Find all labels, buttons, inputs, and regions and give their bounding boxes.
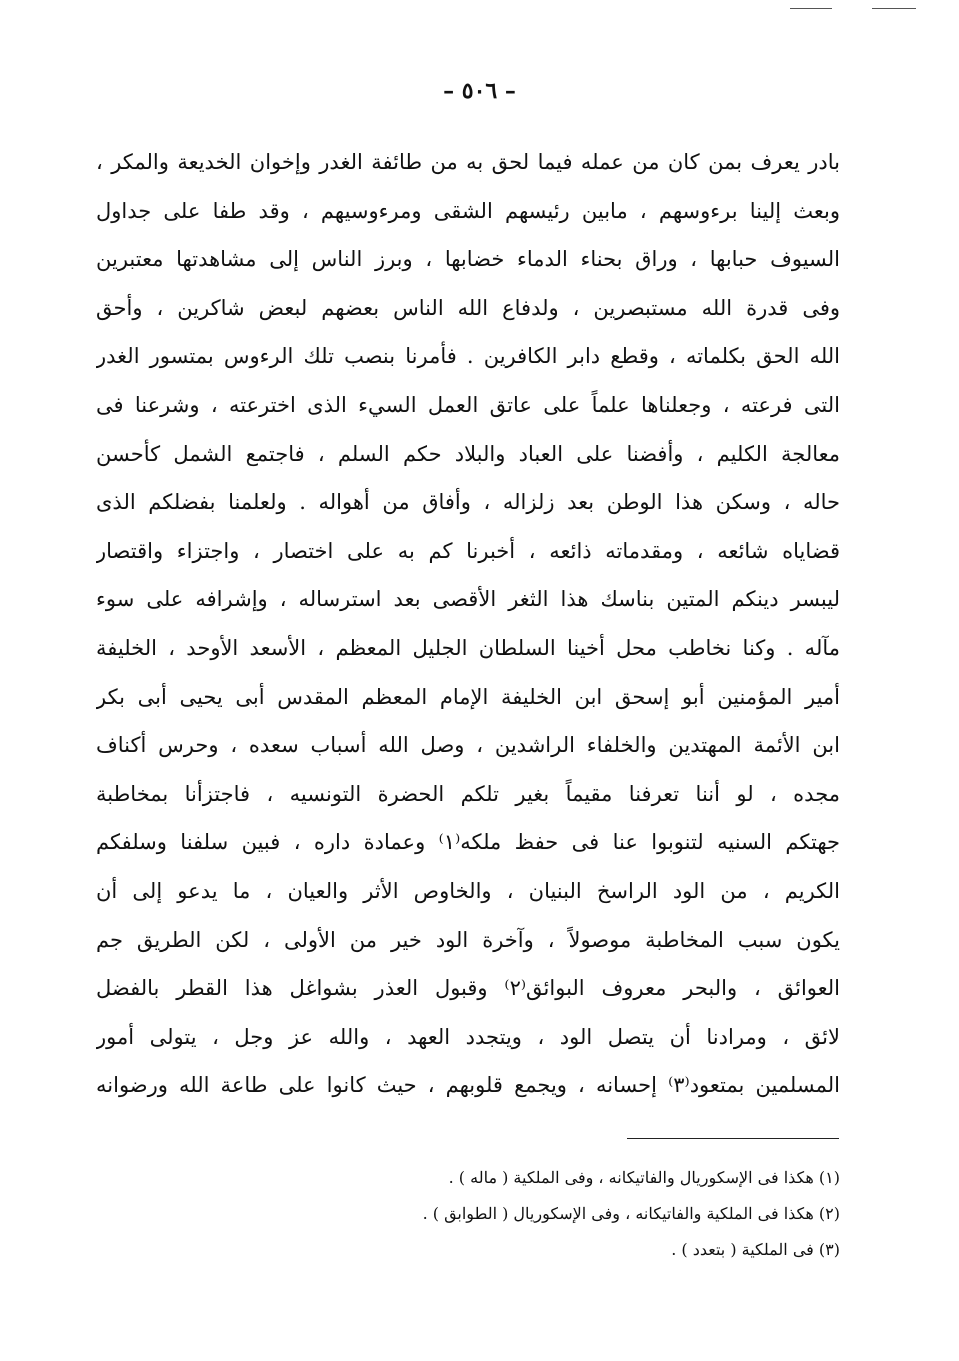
text-line: العوائق ، والبحر معروف البوائق⁽٢⁾ وقبول العذر بشواغل هذا القطر بالفضل: [96, 976, 840, 1001]
text-line: وفى قدرة الله مستبصرين ، ولدفاع الله الناس بعضهم لبعض شاكرين ، وأحق: [96, 295, 840, 320]
footnote: (٢) هكذا فى الملكية والفاتيكانه ، وفى الإسكوريال ( الطوابق ) .: [422, 1204, 840, 1223]
text-line: ليبسر دينكم المتين بناسك هذا الثغر الأقصى بعد استرساله ، وإشرافه على سوء: [96, 587, 840, 612]
text-line: بادر يعرف بمن كان من عمله فيما لحق به من طائفة الغدر وإخوان الخديعة والمكر ،: [96, 150, 840, 174]
footnote-divider: [627, 1138, 839, 1139]
footnote: (١) هكذا فى الإسكوريال والفاتيكانه ، وفى الملكية ( ماله ) .: [448, 1168, 840, 1187]
text-line: الكريم ، من الود الراسخ البنيان ، والخاوص الأثر والعيان ، ما يدعو إلى أن: [96, 878, 840, 903]
text-line: لائق ، ومرادنا أن يتصل الود ، ويتجدد العهد ، والله عز وجل ، يتولى أمور: [96, 1024, 840, 1049]
text-line: مجده ، لو أننا تعرفنا مقيماً بغير تلكم الحضرة التونسيه ، فاجتزأنا بمخاطبة: [96, 781, 840, 806]
top-rule-left: [790, 8, 832, 9]
text-line: معالجة الكليم ، وأفضنا على العباد والبلاد حكم السلم ، فاجتمع الشمل كأحسن: [96, 441, 840, 466]
text-line: قضاياه شائعه ، ومقدماته ذائعه ، أخبرنا كم به على اختصار ، واجتزاء واقتصار: [96, 538, 840, 563]
text-line: حاله ، وسكن هذا الوطن بعد زلزاله ، وأفاق من أهواله . ولعلمنا بفضلكم الذى: [96, 490, 840, 515]
footnotes: [96, 1160, 840, 1268]
text-line: السيوف حبابها ، وراق بحناء الدماء خضابها ، وبرز الناس إلى مشاهدتها معتبرين: [96, 247, 840, 272]
text-line: مآله . وكنا نخاطب محل أخينا السلطان الجليل المعظم ، الأسعد الأوحد ، الخليفة: [96, 635, 840, 660]
page-number: – ٥٠٦ –: [443, 78, 516, 104]
text-line: التى فرعته ، وجعلناها علماً على عاتق العمل السيء الذى اخترعته ، وشرعنا فى: [96, 392, 840, 417]
text-line: يكون سبب المخاطبة موصولاً ، وآخرة الود خير من الأولى ، لكن الطريق جم: [96, 927, 840, 952]
text-line: وبعث إلينا برءوسهم ، مابين رئيسهم الشقى ومرءوسيهم ، وقد طفا على جداول: [96, 198, 840, 223]
footnote: (٣) فى الملكية ( بتعدد ) .: [671, 1240, 840, 1259]
text-line: الله الحق بكلماته ، وقطع دابر الكافرين . فأمرنا بنصب تلك الرءوس بمتسور الغدر: [96, 344, 840, 369]
body-text: [96, 138, 840, 1110]
text-line: أمير المؤمنين أبو إسحق ابن الخليفة الإمام المعظم المقدس أبى يحيى أبى بكر: [96, 684, 840, 709]
text-line: المسلمين بمتعود⁽٣⁾ إحسانه ، ويجمع قلوبهم ، حيث كانوا على طاعة الله ورضوانه: [96, 1073, 840, 1098]
top-rule-right: [872, 8, 916, 9]
text-line: جهتكم السنيه لتنوبوا عنا فى حفظ ملكه⁽١⁾ وعمادة داره ، فبين سلفنا وسلفكم: [96, 830, 840, 855]
text-line: ابن الأئمة المهتدين والخلفاء الراشدين ، وصل الله أسباب سعده ، وحرس أكناف: [96, 733, 840, 758]
